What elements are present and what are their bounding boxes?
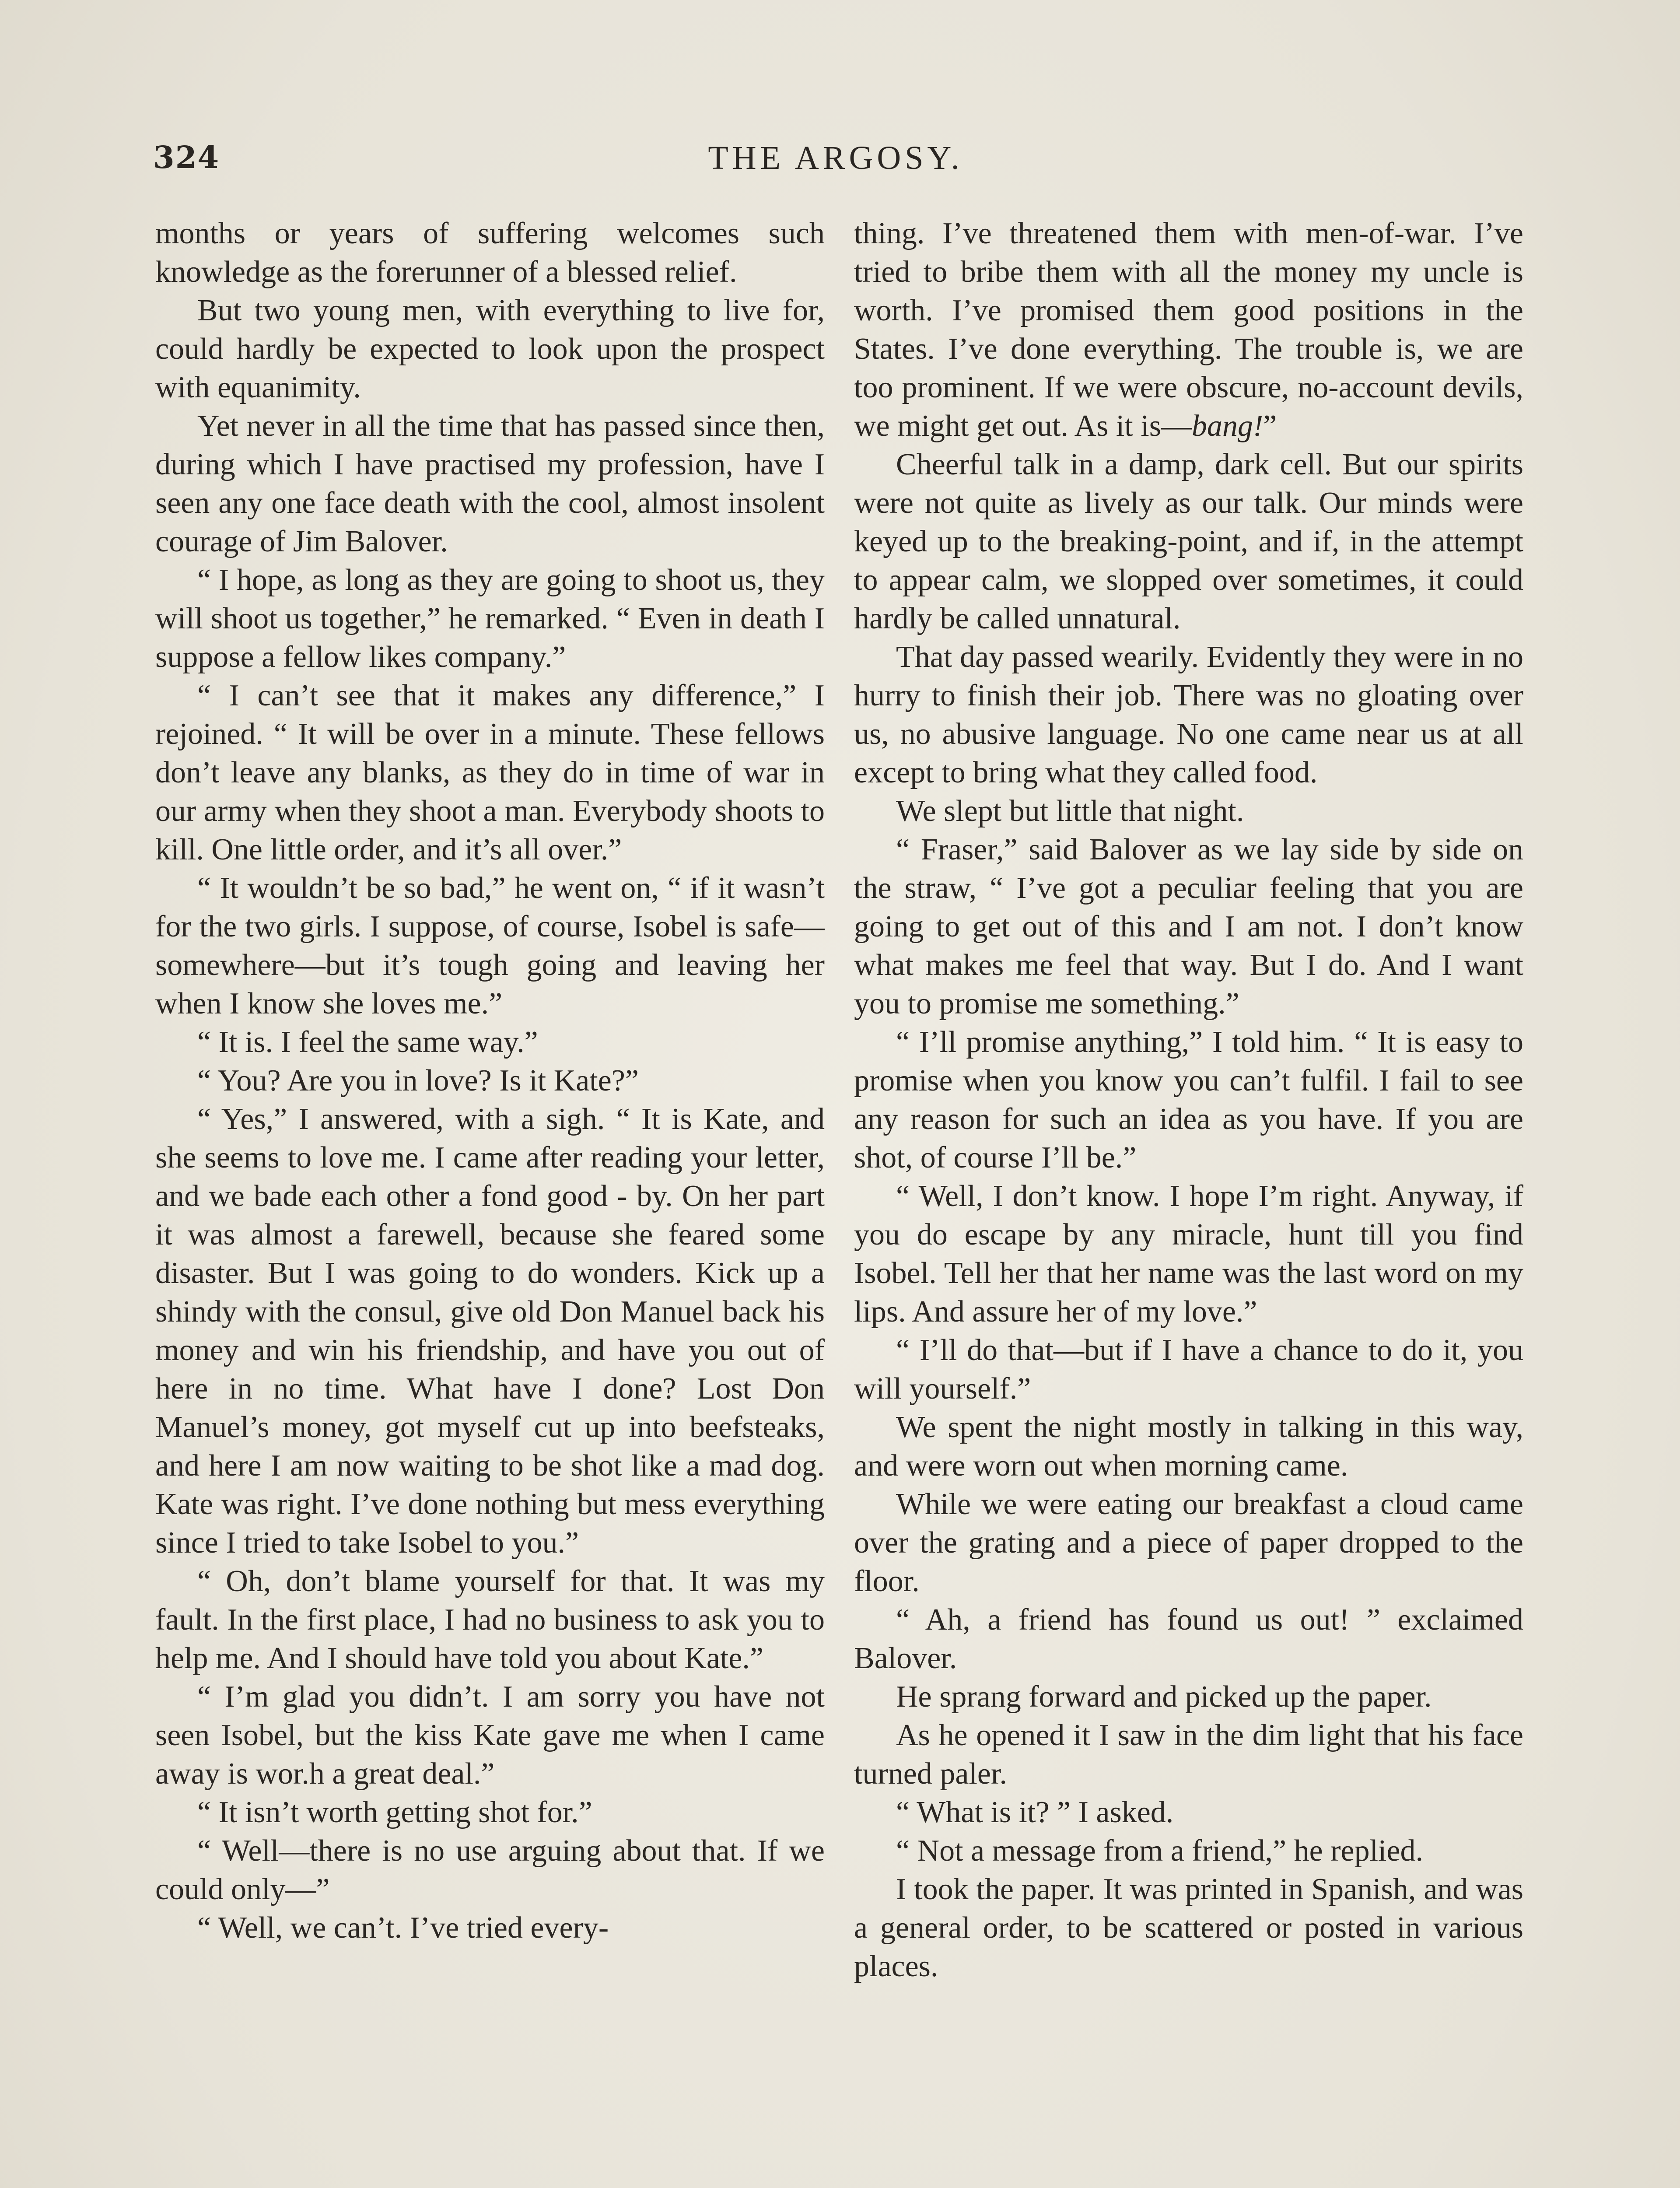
paragraph: “ Ah, a friend has found us out! ” exclaimed Balover.	[854, 1603, 1523, 1675]
paragraph: months or years of suffering welcomes such knowledge as the forerunner of a blessed relief.	[155, 217, 825, 289]
closing-quote: ”	[1263, 409, 1277, 443]
paragraph: We spent the night mostly in talking in this way, and were worn out when morning came.	[854, 1410, 1523, 1483]
page-header	[153, 139, 1518, 183]
paragraph: “ Well, I don’t know. I hope I’m right. Anyway, if you do escape by any miracle, hunt till you find Isobel. Tell her that her name was the last word on my lips. And assure her of my love.”	[854, 1179, 1523, 1329]
paragraph: “ Not a message from a friend,” he replied.	[896, 1834, 1424, 1868]
paragraph: “ Well, we can’t. I’ve tried every-	[197, 1911, 609, 1945]
paragraph: “ I’ll promise anything,” I told him. “ It is easy to promise when you know you can’t fulfil. I fail to see any reason for such an idea as you have. If you are shot, of course I’ll be.”	[854, 1025, 1523, 1175]
paragraph: “ It is. I feel the same way.”	[197, 1025, 538, 1059]
paragraph: I took the paper. It was printed in Spanish, and was a general order, to be scattered or posted in various places.	[854, 1872, 1523, 1983]
paragraph: “ It wouldn’t be so bad,” he went on, “ if it wasn’t for the two girls. I suppose, of course, Isobel is safe—somewhere—but it’s tough going and leaving her when I know she loves me.”	[155, 871, 825, 1020]
paragraph-continued	[854, 214, 1523, 445]
paragraph-continued-text: thing. I’ve threatened them with men-of-war. I’ve tried to bribe them with all the money my uncle is worth. I’ve promised them good positions in the States. I’ve done everything. The trouble is, we are too prominent. If we were obscure, no-account devils, we might get out. As it is—	[854, 217, 1523, 443]
paragraph: While we were eating our breakfast a cloud came over the grating and a piece of paper dropped to the floor.	[854, 1487, 1523, 1598]
paragraph: “ Yes,” I answered, with a sigh. “ It is Kate, and she seems to love me. I came after reading your letter, and we bade each other a fond good - by. On her part it was almost a farewell, because she feared some disaster. But I was going to do wonders. Kick up a shindy with the consul, give old Don Manuel back his money and win his friendship, and have you out of here in no time. What have I done? Lost Don Manuel’s money, got myself cut up into beefsteaks, and here I am now waiting to be shot like a mad dog. Kate was right. I’ve done nothing but mess everything since I tried to take Isobel to you.”	[155, 1102, 825, 1560]
paragraph: That day passed wearily. Evidently they were in no hurry to finish their job. There was no gloating over us, no abusive language. No one came near us at all except to bring what they called food.	[854, 640, 1523, 789]
paragraph: “ Fraser,” said Balover as we lay side by side on the straw, “ I’ve got a peculiar feeling that you are going to get out of this and I am not. I don’t know what makes me feel that way. But I do. And I want you to promise me something.”	[854, 833, 1523, 1020]
paragraph: We slept but little that night.	[896, 794, 1244, 828]
paragraph: He sprang forward and picked up the paper.	[896, 1680, 1432, 1714]
paragraph: Yet never in all the time that has passed since then, during which I have practised my profession, have I seen any one face death with the cool, almost insolent courage of Jim Balover.	[155, 409, 825, 558]
paragraph: “ I’ll do that—but if I have a chance to do it, you will yourself.”	[854, 1333, 1523, 1406]
right-column	[854, 214, 1523, 2188]
running-head: THE ARGOSY.	[708, 140, 963, 176]
paragraph: Cheerful talk in a damp, dark cell. But our spirits were not quite as lively as our talk. Our minds were keyed up to the breaking-point, and if, in the attempt to appear calm, we slopped over sometimes, it could hardly be called unnatural.	[854, 448, 1523, 635]
italic-word: bang!	[1191, 409, 1264, 443]
paragraph: “ Oh, don’t blame yourself for that. It was my fault. In the first place, I had no business to ask you to help me. And I should have told you about Kate.”	[155, 1564, 825, 1675]
paragraph: But two young men, with everything to live for, could hardly be expected to look upon the prospect with equanimity.	[155, 294, 825, 404]
paragraph: “ I hope, as long as they are going to shoot us, they will shoot us together,” he remarked. “ Even in death I suppose a fellow likes company.”	[155, 563, 825, 674]
paragraph: “ You? Are you in love? Is it Kate?”	[197, 1064, 639, 1098]
page-number: 324	[153, 139, 220, 175]
paragraph: “ Well—there is no use arguing about that. If we could only—”	[155, 1834, 825, 1906]
paragraph: “ I’m glad you didn’t. I am sorry you have not seen Isobel, but the kiss Kate gave me when I came away is wor.h a great deal.”	[155, 1680, 825, 1791]
paragraph: “ I can’t see that it makes any difference,” I rejoined. “ It will be over in a minute. These fellows don’t leave any blanks, as they do in time of war in our army when they shoot a man. Everybody shoots to kill. One little order, and it’s all over.”	[155, 679, 825, 866]
paragraph: “ What is it? ” I asked.	[896, 1795, 1174, 1829]
left-column	[155, 214, 825, 2188]
paragraph: “ It isn’t worth getting shot for.”	[197, 1795, 592, 1829]
paragraph: As he opened it I saw in the dim light that his face turned paler.	[854, 1718, 1523, 1791]
